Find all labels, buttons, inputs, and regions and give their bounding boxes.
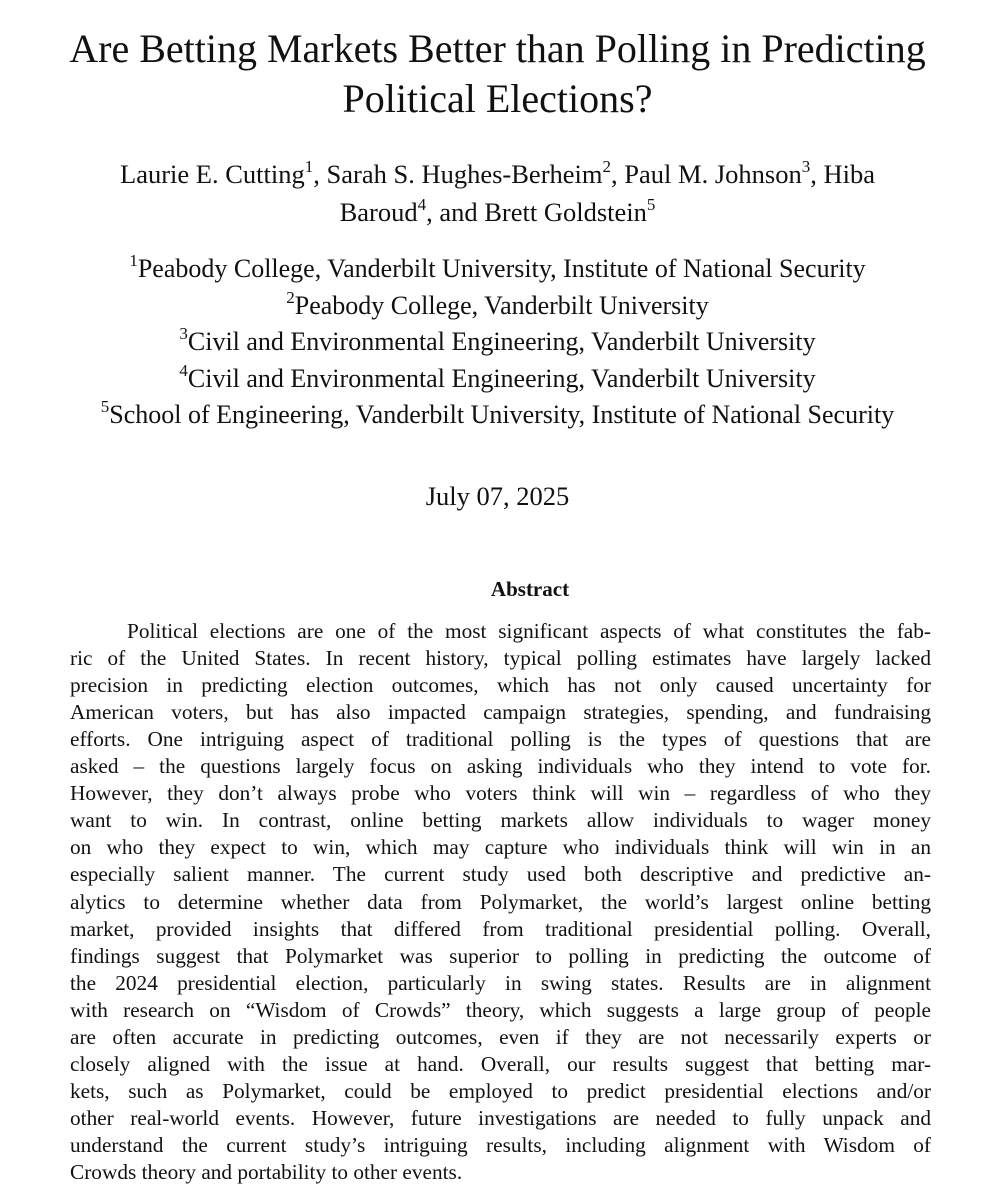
- abstract-line: However, they don’t always probe who voters think will win – regardless of who they: [70, 781, 931, 806]
- author: Hiba: [823, 159, 875, 189]
- abstract-line: understand the current study’s intriguing results, including alignment with Wisdom of: [70, 1132, 931, 1157]
- abstract-line: American voters, but has also impacted campaign strategies, spending, and fundraising: [70, 700, 931, 725]
- affiliation: $^2$Peabody College, Vanderbilt University: [286, 287, 709, 320]
- affiliation-mark: 3: [179, 324, 188, 344]
- affiliation-list: [0, 251, 995, 434]
- abstract-line: want to win. In contrast, online betting markets allow individuals to wager money: [70, 808, 931, 833]
- abstract-line: are often accurate in predicting outcomes, even if they are not necessarily experts or: [70, 1024, 931, 1049]
- abstract-line: on who they expect to win, which may capture who individuals think will win in an: [70, 835, 931, 860]
- abstract-line: Political elections are one of the most significant aspects of what constitutes the fab-: [127, 619, 931, 643]
- abstract-line: especially salient manner. The current study used both descriptive and predictive an-: [70, 862, 931, 887]
- author: Laurie E. Cutting$^1$: [120, 157, 314, 189]
- abstract-line: alytics to determine whether data from Polymarket, the world’s largest online betting: [70, 889, 931, 914]
- abstract-line: other real-world events. However, future investigations are needed to fully unpack and: [70, 1105, 931, 1130]
- author: Sarah S. Hughes-Berheim$^2$: [326, 157, 612, 189]
- publication-date: July 07, 2025: [425, 481, 570, 511]
- abstract-line: findings suggest that Polymarket was superior to polling in predicting the outcome of: [70, 943, 931, 968]
- author: Baroud$^4$: [339, 195, 427, 227]
- author-affiliation-mark: 1: [304, 157, 314, 176]
- abstract-line: the 2024 presidential election, particularly in swing states. Results are in alignment: [70, 970, 931, 995]
- abstract-heading: Abstract: [490, 577, 570, 601]
- abstract-line: efforts. One intriguing aspect of traditional polling is the types of questions that are: [70, 727, 931, 752]
- affiliation: $^3$Civil and Environmental Engineering, Vanderbilt University: [179, 324, 816, 357]
- abstract-line: closely aligned with the issue at hand. Overall, our results suggest that betting mar-: [70, 1051, 931, 1076]
- title-line-1: Are Betting Markets Better than Polling in Predicting: [69, 26, 926, 71]
- affiliation-mark: 4: [179, 360, 188, 380]
- affiliation: $^4$Civil and Environmental Engineering, Vanderbilt University: [179, 360, 816, 393]
- author-affiliation-mark: 3: [801, 157, 811, 176]
- abstract-line: asked – the questions largely focus on asking individuals who they intend to vote for.: [70, 754, 931, 779]
- abstract-line: Crowds theory and portability to other events.: [70, 1160, 463, 1184]
- abstract-line: kets, such as Polymarket, could be employed to predict presidential elections and/or: [70, 1078, 931, 1103]
- author-list: Laurie E. Cutting$^1$, Sarah S. Hughes-Berheim$^2$, Paul M. Johnson$^3$, Hiba Baroud$^4$, and Brett Goldstein$^5$: [120, 157, 875, 227]
- abstract-line: ric of the United States. In recent history, typical polling estimates have largely lacked: [70, 646, 931, 671]
- affiliation: $^5$School of Engineering, Vanderbilt University, Institute of National Security: [100, 397, 895, 430]
- author-affiliation-mark: 5: [646, 195, 656, 214]
- author-affiliation-mark: 4: [417, 195, 427, 214]
- author: Paul M. Johnson$^3$: [624, 157, 811, 189]
- affiliation-mark: 2: [286, 287, 295, 307]
- abstract-line: with research on “Wisdom of Crowds” theory, which suggests a large group of people: [70, 997, 931, 1022]
- paper-title: [0, 24, 995, 124]
- affiliation-mark: 1: [129, 251, 138, 270]
- affiliation-mark: 5: [100, 397, 110, 417]
- title-line-2: Political Elections?: [342, 76, 653, 121]
- abstract-line: market, provided insights that differed from traditional presidential polling. Overall,: [70, 916, 931, 941]
- author-affiliation-mark: 2: [602, 157, 612, 176]
- abstract-line: precision in predicting election outcomes, which has not only caused uncertainty for: [70, 673, 931, 698]
- affiliation: $^1$Peabody College, Vanderbilt University, Institute of National Security: [129, 251, 866, 283]
- author: Brett Goldstein$^5$: [484, 195, 656, 227]
